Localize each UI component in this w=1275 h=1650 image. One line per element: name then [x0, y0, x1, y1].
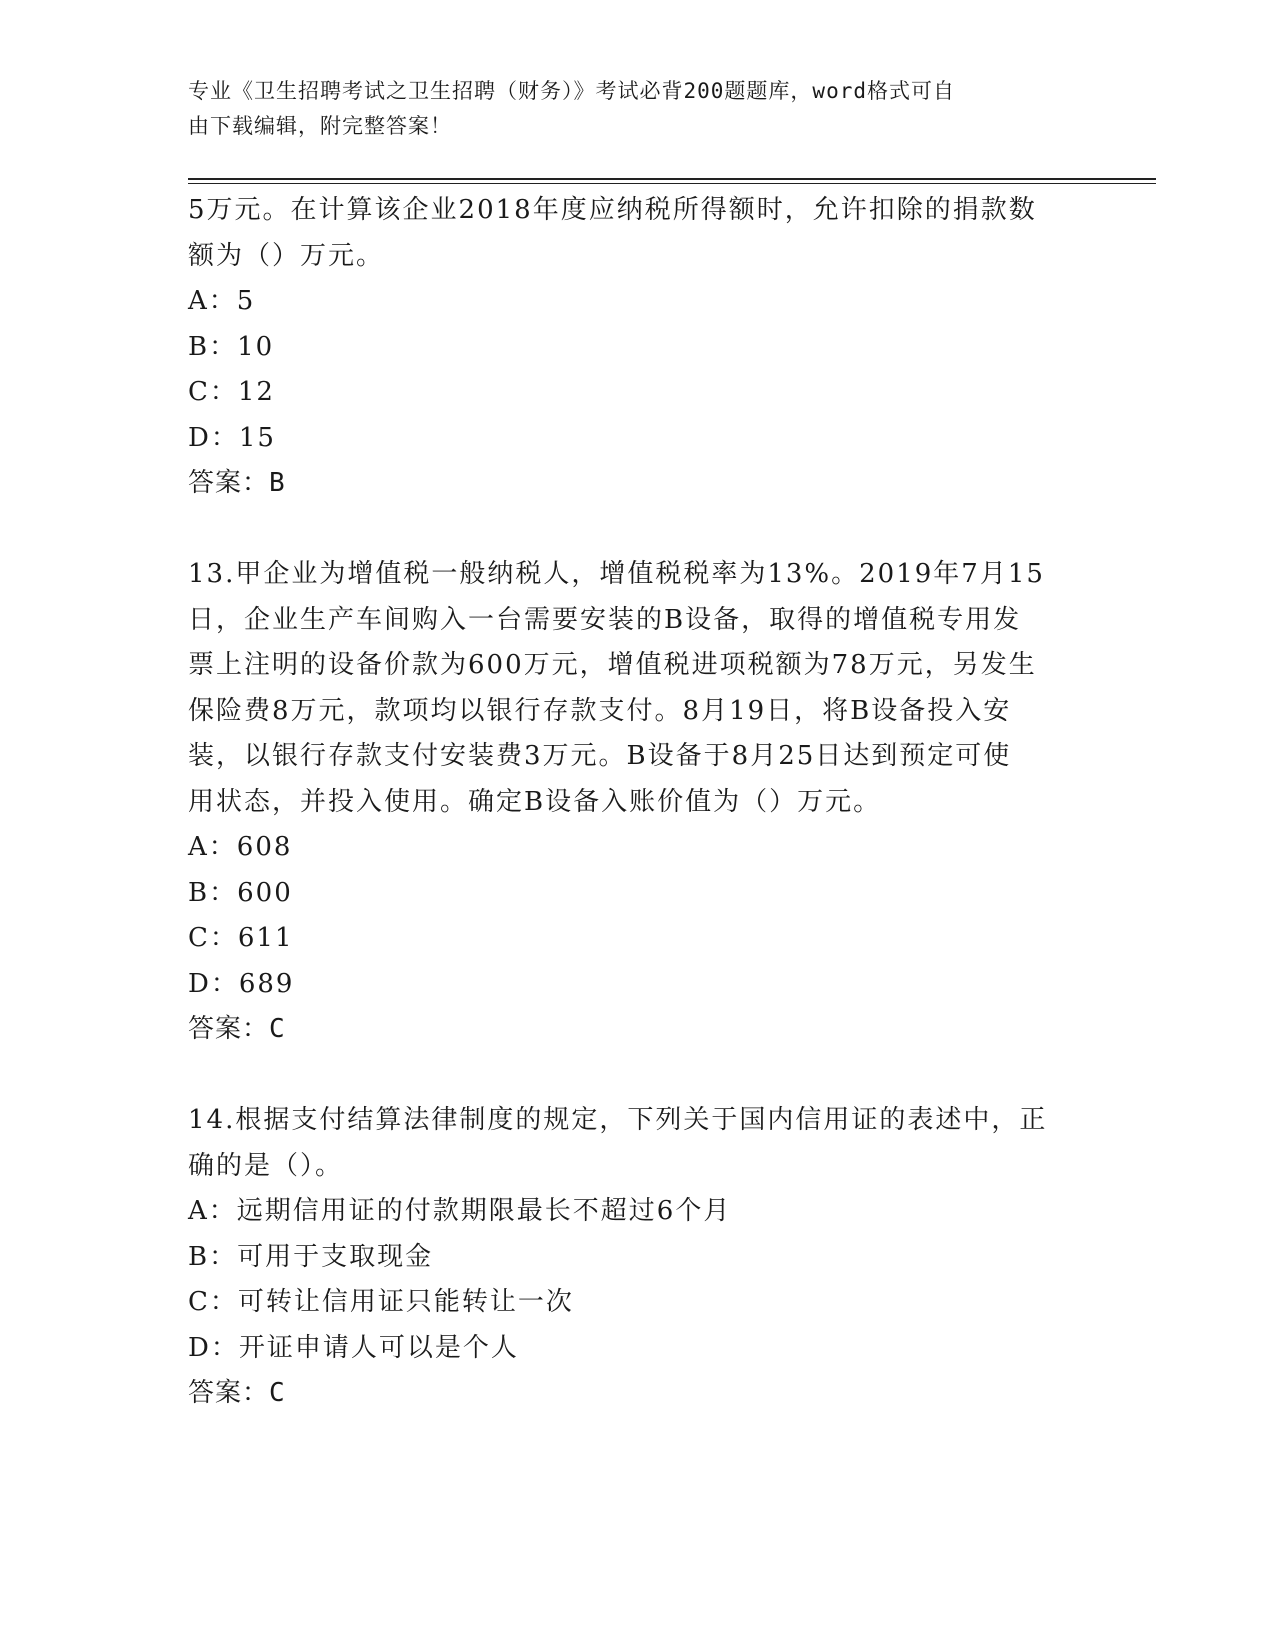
question-stem-line: 票上注明的设备价款为600万元，增值税进项税额为78万元，另发生	[188, 650, 1037, 680]
answer-label: 答案：	[188, 1378, 270, 1408]
question-13	[188, 552, 1088, 1053]
question-stem-line: 确的是（）。	[188, 1150, 344, 1181]
question-content	[188, 188, 1088, 1417]
question-continued	[188, 188, 1088, 507]
option-c: C：12	[188, 377, 275, 407]
question-stem-line: 装，以银行存款支付安装费3万元。B设备于8月25日达到预定可使	[188, 741, 1012, 771]
question-14	[188, 1098, 1088, 1417]
question-stem-line: 13.甲企业为增值税一般纳税人，增值税税率为13%。2019年7月15	[188, 559, 1045, 589]
question-stem-line: 额为（）万元。	[188, 240, 385, 271]
question-stem-line: 用状态，并投入使用。确定B设备入账价值为（）万元。	[188, 786, 882, 817]
answer-line	[188, 1007, 1088, 1053]
option-b: B：10	[188, 331, 275, 362]
answer-value: C	[269, 1014, 286, 1044]
spacer	[188, 1053, 1088, 1099]
option-d: D：15	[188, 422, 276, 453]
option-c: C：可转让信用证只能转让一次	[188, 1287, 574, 1317]
option-c: C：611	[188, 923, 294, 953]
answer-value: B	[269, 468, 286, 498]
option-b: B：600	[188, 877, 293, 908]
answer-value: C	[269, 1378, 286, 1408]
answer-line	[188, 461, 1088, 507]
option-a: A：远期信用证的付款期限最长不超过6个月	[188, 1196, 732, 1226]
question-stem-line: 5万元。在计算该企业2018年度应纳税所得额时，允许扣除的捐款数	[188, 195, 1037, 225]
question-stem-line: 保险费8万元，款项均以银行存款支付。8月19日，将B设备投入安	[188, 695, 1012, 726]
answer-line	[188, 1371, 1088, 1417]
answer-label: 答案：	[188, 1014, 270, 1044]
header-line-2: 由下载编辑，附完整答案！	[188, 114, 452, 138]
option-a: A：5	[188, 286, 256, 316]
question-stem-line: 日，企业生产车间购入一台需要安装的B设备，取得的增值税专用发	[188, 604, 1022, 635]
spacer	[188, 507, 1088, 553]
option-a: A：608	[188, 832, 293, 862]
question-stem-line: 14.根据支付结算法律制度的规定，下列关于国内信用证的表述中，正	[188, 1105, 1048, 1135]
answer-label: 答案：	[188, 468, 270, 498]
option-d: D：689	[188, 968, 295, 999]
header-divider-thick	[188, 178, 1156, 180]
document-header	[188, 74, 1068, 144]
option-d: D：开证申请人可以是个人	[188, 1332, 519, 1363]
option-b: B：可用于支取现金	[188, 1241, 434, 1272]
header-line-1: 专业《卫生招聘考试之卫生招聘（财务）》考试必背200题题库，word格式可自	[188, 79, 955, 103]
header-divider-thin	[188, 183, 1156, 184]
